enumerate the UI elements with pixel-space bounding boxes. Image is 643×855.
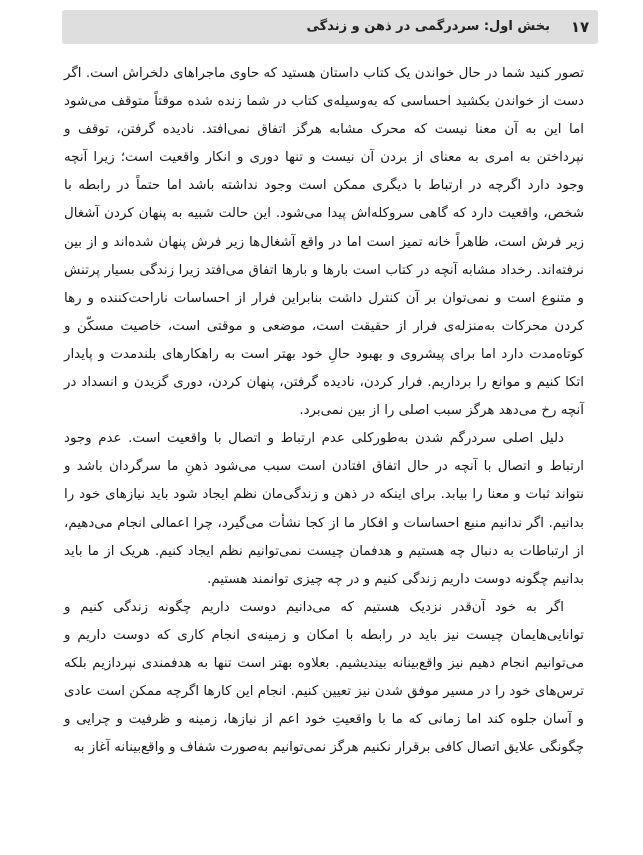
- running-header: [62, 10, 598, 44]
- paragraph: دلیل اصلی سردرگم شدن به‌طورکلی عدم ارتباط و اتصال با واقعیت است. عدم وجود ارتباط و اتصال با آنچه در حال اتفاق افتادن است سبب می‌شود ذهنِ ما سرگردان باشد و نتواند ثبات و معنا را بیابد. برای اینکه در ذهن و زندگی‌مان نظم ایجاد شود باید نیازهای خود را بدانیم. اگر ندانیم منبع احساسات و افکار ما از کجا نشأت می‌گیرد، چرا اعمالی انجام می‌دهیم، از ارتباطات به دنبال چه هستیم و هدفمان چیست نمی‌توانیم نظم ایجاد کنیم. هریک از ما باید بدانیم چگونه دوست داریم زندگی کنیم و در چه چیزی توانمند هستیم.: [64, 431, 584, 587]
- page-number: ۱۷: [570, 18, 590, 36]
- paragraph: اگر به خود آن‌قدر نزدیک هستیم که می‌دانیم دوست داریم چگونه زندگی کنیم و توانایی‌هایمان چیست نیز باید در رابطه با امکان و زمینه‌ی انجام کاری که دوست داریم و می‌توانیم انجام دهیم نیز واقع‌بینانه بیندیشیم. بعلاوه بهتر است تنها به هدفمندی نپردازیم بلکه ترس‌های خود را در مسیر موفق شدن نیز تعیین کنیم. انجام این کارها اگرچه ممکن است عادی و آسان جلوه کند اما زمانی که ما با واقعیتِ خود اعم از نیازها، زمینه و ظرفیت و چرایی و چگونگی علایق اتصال کافی برقرار نکنیم هرگز نمی‌توانیم به‌صورت شفاف و واقع‌بینانه آغاز به: [64, 599, 584, 756]
- body-text: [64, 60, 584, 762]
- paragraph: تصور کنید شما در حال خواندن یک کتاب داستان هستید که حاوی ماجراهای دلخراش است. اگر دست از خواندن بکشید احساسی که به‌وسیله‌ی کتاب در شما زنده شده موقتاً متوقف می‌شود اما این به آن معنا نیست که محرک مشابه هرگز اتفاق نمی‌افتد. نادیده گرفتن، توقف و نپرداختن به امری به معنای از بردن آن نیست و تنها دوری و انکار واقعیت است؛ زیرا آنچه وجود دارد اگرچه در ارتباط با دیگری ممکن است وجود نداشته باشد اما حتماً در رابطه با شخص، واقعیت دارد که گاهی سروکله‌اش پیدا می‌شود. این حالت شبیه به پنهان کردن آشغال زیر فرش است، ظاهراً خانه تمیز است اما در واقع آشغال‌ها زیر فرش پنهان شده‌اند و از بین نرفته‌اند. رخداد مشابه آنچه در کتاب است بارها و بارها اتفاق می‌افتد زیرا زندگی بسیار پرتنش و متنوع است و نمی‌توان بر آن کنترل داشت بنابراین فرار از احساسات ناراحت‌کننده و رها کردن محرکات به‌منزله‌ی فرار از حقیقت است، موضعی و موقتی است، خاصیت مسکّن و کوتاه‌مدت دارد اما برای پیشروی و بهبود حالِ خود بهتر است به راهکارهای بلندمدت و پایدار اتکا کنیم و موانع را برداریم. فرار کردن، نادیده گرفتن، پنهان کردن، دوری گزیدن و انسداد در آنچه رخ می‌دهد هرگز سبب اصلی را از بین نمی‌برد.: [64, 66, 584, 419]
- running-title: بخش اول: سردرگمی در ذهن و زندگی: [306, 19, 550, 34]
